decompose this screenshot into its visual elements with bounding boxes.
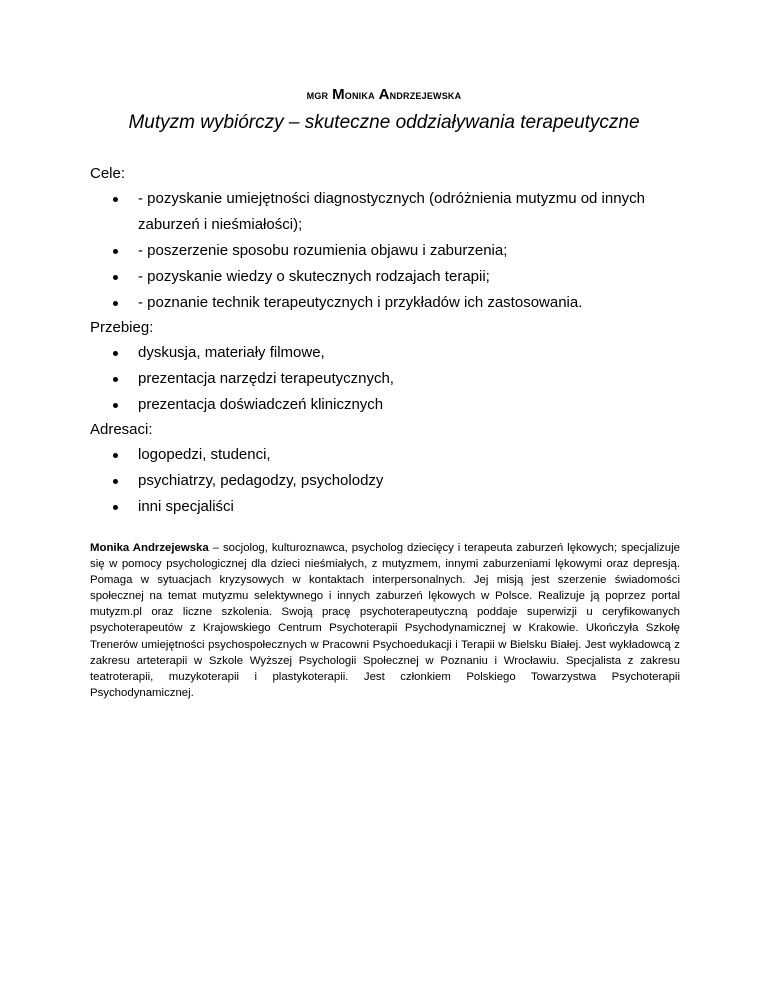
bio-text: – socjolog, kulturoznawca, psycholog dziecięcy i terapeuta zaburzeń lękowych; specjalizuje się w pomocy psychologicznej dla dzieci nieśmiałych, z mutyzmem, innymi zaburzeniami lękowymi oraz depresją. Pomaga w sytuacjach kryzysowych w kontaktach interpersonalnych. Jej misją jest szerzenie świadomości społecznej na temat mutyzmu selektywnego i innych zaburzeń lękowych w Polsce. Realizuje ją poprzez portal mutyzm.pl oraz liczne szkolenia. Swoją pracę psychoterapeutyczną poddaje superwizji u ceryfikowanych psychoterapeutów z Krajowskiego Centrum Psychoterapii Psychodynamicznej w Krakowie. Ukończyła Szkołę Trenerów umiejętności psychospołecznych w Pracowni Psychoedukacji i Terapii w Bielsku Białej. Jest wykładowcą z zakresu arteterapii w Szkole Wyższej Psychologii Społecznej w Poznaniu i Wrocławiu. Specjalista z zakresu teatroterapii, muzykoterapii i plastykoterapii. Jest członkiem Polskiego Towarzystwa Psychoterapii Psychodynamicznej. — [90, 542, 681, 699]
list-item-text: psychiatrzy, pedagodzy, psycholodzy — [138, 472, 384, 489]
list-item-text: prezentacja doświadczeń klinicznych — [138, 396, 384, 413]
author-prefix: mgr — [306, 87, 329, 102]
author-last-rest: ndrzejewska — [389, 87, 462, 102]
list-item — [90, 392, 680, 418]
author-first-rest: onika — [344, 87, 375, 102]
bullet-icon — [113, 301, 118, 306]
section-heading-cele: Cele: — [90, 165, 126, 182]
author-bio — [90, 540, 680, 701]
bullet-icon — [113, 479, 118, 484]
list-item-text: prezentacja narzędzi terapeutycznych, — [138, 370, 394, 387]
list-item-text: logopedzi, studenci, — [138, 446, 271, 463]
bullet-icon — [113, 453, 118, 458]
list-item-text: dyskusja, materiały filmowe, — [138, 344, 325, 361]
section-heading-przebieg: Przebieg: — [90, 319, 154, 336]
list-item — [90, 238, 680, 264]
list-item — [90, 494, 680, 520]
list-item — [90, 340, 680, 366]
list-item — [90, 264, 680, 290]
list-przebieg — [90, 340, 680, 418]
list-item — [90, 366, 680, 392]
document-title: Mutyzm wybiórczy – skuteczne oddziaływania terapeutyczne — [128, 112, 640, 133]
list-item-text: inni specjaliści — [138, 498, 234, 515]
author-first-initial: M — [332, 86, 345, 103]
list-item — [90, 186, 680, 238]
list-item — [90, 290, 680, 316]
bullet-icon — [113, 275, 118, 280]
list-adresaci — [90, 442, 680, 520]
author-last-initial: A — [378, 86, 390, 103]
bullet-icon — [113, 249, 118, 254]
author-name — [0, 86, 768, 103]
section-heading-adresaci: Adresaci: — [90, 421, 153, 438]
list-item-text: - pozyskanie wiedzy o skutecznych rodzajach terapii; — [138, 268, 490, 285]
list-item — [90, 468, 680, 494]
bullet-icon — [113, 197, 118, 202]
bullet-icon — [113, 505, 118, 510]
bullet-icon — [113, 377, 118, 382]
bullet-icon — [113, 403, 118, 408]
list-item-text: - poznanie technik terapeutycznych i przykładów ich zastosowania. — [138, 294, 583, 311]
main-content — [90, 162, 680, 520]
list-cele — [90, 186, 680, 316]
list-item — [90, 442, 680, 468]
bio-name: Monika Andrzejewska — [90, 542, 209, 554]
list-item-text: - pozyskanie umiejętności diagnostycznych (odróżnienia mutyzmu od innych zaburzeń i nieśmiałości); — [138, 190, 645, 233]
list-item-text: - poszerzenie sposobu rozumienia objawu i zaburzenia; — [138, 242, 508, 259]
bullet-icon — [113, 351, 118, 356]
